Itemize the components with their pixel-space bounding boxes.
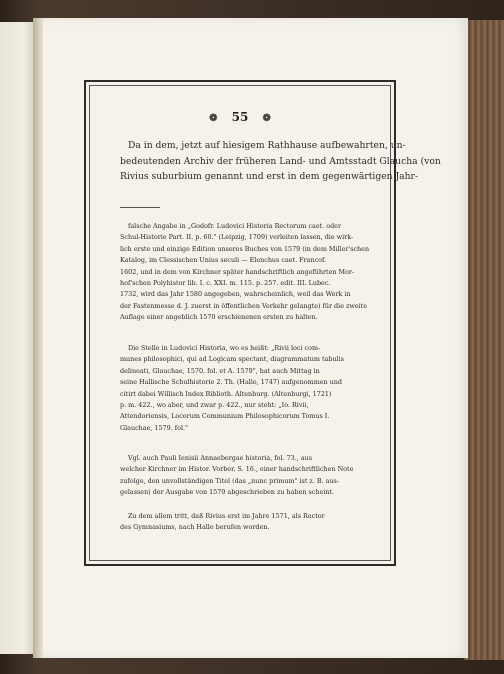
footnote-line: Auflage einer angeblich 1570 erschienenen ersten zu halten. [120,313,318,322]
main-text-line: Da in dem, jetzt auf hiesigem Rathhause aufbewahrten, un- [128,140,406,151]
footnote-line: Vgl. auch Pauli Ienisii Annaebergae historia, fol. 73., aus [128,454,313,462]
footnote-line: falsche Angabe in „Godofr. Ludovici Historia Rectorum caet. oder [128,222,342,230]
page-number: 55 [231,110,249,124]
page-frame [84,80,441,566]
ornament-left-icon: ❁ [209,113,218,124]
footnote-paragraph-2 [120,343,362,434]
footnote-rule [120,207,160,208]
footnote-paragraph-3 [120,453,362,499]
footnote-line: des Gymnasiums, nach Halle berufen worden. [120,523,270,532]
footnote-line: Katalog, im Clessischen Unius seculi — Elenchus caet. Francof. [120,256,327,265]
footnote-line: Attendoriensis, Locorum Communium Philosophicorum Tomus I. [120,412,330,421]
footnote-line: zufolge, den unvollständigen Titel (das „nunc primum" ist z. B. aus- [120,476,339,485]
footnote-line: gelassen) der Ausgabe von 1579 abgeschrieben zu haben scheint. [120,488,335,497]
footnote-line: 1602, und in dem von Kirchner später handschriftlich angeführten Mor- [120,267,355,276]
book-binding-edge [464,20,504,660]
main-text-line: Rivius suburbium genannt und erst in dem gegenwärtigen Jahr- [120,171,419,182]
footnote-line: Glauchae, 1579. fol." [120,423,188,432]
footnote-line: citirt dabei Willisch Index Biblioth. Altenburg. (Altenburgi, 1721) [120,389,332,398]
footnote-line: Die Stelle in Ludovici Historia, wo es heißt: „Rivii loci com- [128,344,321,352]
footnote-line: hof'schen Polyhistor lib. I. c. XXI. m. 115. p. 257. edit. III. Lubec. [120,279,331,288]
footnote-line: Zu dem allem tritt, daß Rivius erst im Jahre 1571, als Rector [128,512,325,520]
footnote-line: 1732, wird das Jahr 1580 angegeben, wahrscheinlich, weil das Werk in [120,290,351,299]
footnote-line: p. m. 422., wo aber, und zwar p. 422., nur steht: „Io. Rivii, [120,401,309,410]
footnote-paragraph-1 [120,221,370,324]
page-header [90,110,390,124]
ornament-right-icon: ❁ [262,113,271,124]
page-frame-inner [89,85,441,561]
page-gutter [33,18,43,658]
footnote-line: munes philosophici, qui ad Logicam spectant, diagrammatum tabulis [120,355,344,364]
left-page-edge [0,22,34,654]
main-text-line: bedeutenden Archiv der früheren Land- und Amtsstadt Glaucha (von [120,155,441,167]
footnote-line: seine Hallische Schulhistorie 2. Th. (Halle, 1747) aufgenommen und [120,378,343,387]
footnote-line: lich erste und einzige Edition unseres Buches von 1579 (in dem Miller'schen [120,244,370,253]
footnote-paragraph-4 [120,511,362,534]
footnote-line: Schul-Historie Part. II. p. 60." (Leipzig, 1709) verleiten lassen, die wirk- [120,233,354,242]
footnote-line: delineati, Glauchae, 1570. fol. et A. 1579", hat auch Mittag in [120,366,320,375]
footnote-line: welcher Kirchner im Histor. Vorber. S. 16., einer handschriftlichen Note [120,465,354,474]
footnote-line: der Fastenmesse d. J. zuerst in öffentlichen Verkehr gelangte) für die zweite [120,301,368,310]
main-text [120,138,441,185]
